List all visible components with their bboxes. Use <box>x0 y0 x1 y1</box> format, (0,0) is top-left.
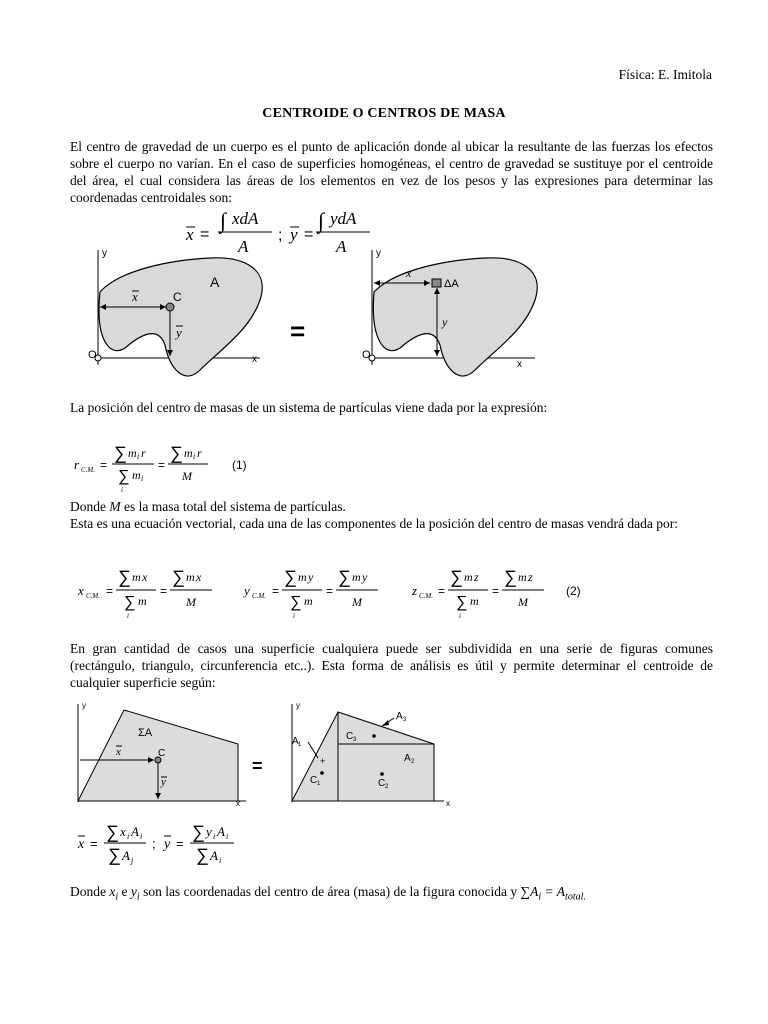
svg-text:M: M <box>182 469 192 483</box>
eq2-z <box>411 567 544 620</box>
svg-text:C: C <box>346 731 354 742</box>
svg-text:i: i <box>127 612 129 620</box>
svg-text:=: = <box>304 226 314 243</box>
svg-text:3: 3 <box>353 737 357 743</box>
axis-y-label-right: y <box>376 248 381 259</box>
svg-text:m: m <box>352 570 361 584</box>
svg-text:m: m <box>518 570 527 584</box>
svg-text:=: = <box>438 584 446 598</box>
svg-text:x: x <box>446 799 450 808</box>
svg-text:C: C <box>158 748 166 759</box>
svg-text:=: = <box>90 836 98 851</box>
mass-paragraph: Donde M es la masa total del sistema de partículas. <box>70 499 346 514</box>
svg-text:=: = <box>326 584 334 598</box>
footer-paragraph: Donde $x_i$ e $y_i$ son las coordenadas del centro de área (masa) de la figura conocida y $\sum A_i = A_{total.}$ <box>70 884 586 903</box>
eq2-y <box>242 567 378 620</box>
svg-text:C: C <box>378 778 386 789</box>
page-title: CENTROIDE O CENTROS DE MASA <box>262 106 506 121</box>
equation-1 <box>72 437 262 495</box>
y-numerator: ydA <box>330 209 357 228</box>
axis-x-label-right: x <box>517 359 522 370</box>
svg-text:3: 3 <box>403 717 407 723</box>
svg-text:x: x <box>236 799 240 808</box>
svg-text:A: A <box>210 848 218 863</box>
svg-text:C.M.: C.M. <box>419 592 433 600</box>
svg-text:x: x <box>120 824 126 839</box>
svg-text:i: i <box>293 612 295 620</box>
origin-label: O <box>88 349 97 361</box>
svg-text:2: 2 <box>385 784 389 790</box>
svg-text:=: = <box>272 584 280 598</box>
svg-text:A: A <box>404 753 411 764</box>
svg-text:∑: ∑ <box>170 443 183 463</box>
svg-text:m: m <box>138 594 147 608</box>
svg-text:m: m <box>184 446 193 460</box>
svg-text:∑: ∑ <box>108 845 121 865</box>
svg-text:y: y <box>82 701 86 710</box>
svg-text:r: r <box>141 446 146 460</box>
ybar-symbol: y <box>290 225 298 244</box>
equals-sign: = <box>290 316 306 346</box>
svg-text:m: m <box>132 570 141 584</box>
svg-text:∑: ∑ <box>196 845 209 865</box>
svg-text:∑: ∑ <box>504 567 517 587</box>
svg-text:y: y <box>308 570 314 584</box>
equation-2 <box>72 561 692 625</box>
origin-label-right: O <box>362 349 371 361</box>
integral-sign: ∫ <box>220 208 227 233</box>
svg-text:=: = <box>160 584 168 598</box>
svg-text:=: = <box>176 836 184 851</box>
area-label: A <box>210 274 220 290</box>
composite-centroid-formula <box>74 818 264 870</box>
formula-separator: ; <box>278 227 283 244</box>
x-denominator: A <box>238 237 249 256</box>
svg-text:i: i <box>127 832 130 841</box>
svg-text:2: 2 <box>411 759 415 765</box>
svg-text:i: i <box>219 856 222 865</box>
left-diagram <box>88 248 262 376</box>
x-numerator: xdA <box>232 209 259 228</box>
y-denominator: A <box>336 237 347 256</box>
svg-text:i: i <box>140 832 143 841</box>
svg-text:m: m <box>464 570 473 584</box>
header-author: Física: E. Imitola <box>618 67 712 82</box>
svg-text:y: y <box>206 824 212 839</box>
svg-text:y: y <box>296 701 300 710</box>
svg-text:M: M <box>186 595 196 609</box>
svg-text:x: x <box>78 583 84 598</box>
svg-text:y: y <box>362 570 368 584</box>
svg-text:A: A <box>122 848 130 863</box>
centroid-label: C <box>173 290 182 304</box>
svg-text:m: m <box>298 570 307 584</box>
svg-text:∑: ∑ <box>118 567 131 587</box>
svg-text:∑: ∑ <box>172 567 185 587</box>
svg-text:C.M.: C.M. <box>86 592 100 600</box>
svg-text:A: A <box>396 711 403 722</box>
svg-text:x: x <box>116 746 121 758</box>
svg-text:i: i <box>213 832 216 841</box>
svg-text:i: i <box>137 452 140 461</box>
svg-text:∑: ∑ <box>450 567 463 587</box>
equals-sign-2: = <box>252 756 263 776</box>
svg-text:∑: ∑ <box>106 822 119 842</box>
svg-text:m: m <box>470 594 479 608</box>
intro-paragraph: El centro de gravedad de un cuerpo es el punto de aplicación donde al ubicar la resultante de las fuerzas los efectos sobre el cuerpo no varían. En el caso de superficies homogéneas, el centro de gravedad se sustituye por el centroide del área, el cual considera las áreas de los elementos en vez de los pesos y las expresiones para determinar las coordenadas centroidales son: <box>70 139 713 205</box>
axis-y-label: y <box>102 248 107 259</box>
particles-paragraph: La posición del centro de masas de un sistema de partículas viene dada por la expresión: <box>70 400 548 415</box>
svg-text:m: m <box>186 570 195 584</box>
svg-text:y: y <box>161 776 166 788</box>
svg-text:x: x <box>196 570 202 584</box>
svg-text:A: A <box>131 824 139 839</box>
x-label-right: x <box>406 266 412 280</box>
svg-text:M: M <box>352 595 362 609</box>
element-label: ΔA <box>444 278 459 290</box>
svg-text:C: C <box>310 775 318 786</box>
svg-text:x: x <box>78 837 85 852</box>
eq2-x <box>77 567 212 620</box>
svg-text:A: A <box>292 736 299 747</box>
svg-text:r: r <box>197 446 202 460</box>
svg-text:i: i <box>141 474 144 483</box>
svg-text:∑: ∑ <box>114 443 127 463</box>
svg-text:i: i <box>226 832 229 841</box>
svg-text:A: A <box>217 824 225 839</box>
svg-text:z: z <box>528 570 533 584</box>
ybar-label: y <box>176 325 182 340</box>
left-composite <box>78 701 246 808</box>
svg-text:m: m <box>128 446 137 460</box>
svg-text:z: z <box>412 583 418 598</box>
svg-text:i: i <box>193 452 196 461</box>
svg-text:x: x <box>142 570 148 584</box>
svg-text:;: ; <box>152 836 156 851</box>
svg-text:∑: ∑ <box>284 567 297 587</box>
svg-text:∫: ∫ <box>318 208 325 233</box>
eq1-lhs: r <box>74 457 80 472</box>
svg-text:C.M.: C.M. <box>252 592 266 600</box>
figure-composite-area <box>66 698 466 810</box>
svg-text:=: = <box>106 584 114 598</box>
svg-text:m: m <box>304 594 313 608</box>
svg-text:∑: ∑ <box>290 594 302 611</box>
sum-area-label: ΣA <box>138 727 153 739</box>
axis-x-label: x <box>252 354 257 365</box>
svg-text:y: y <box>244 583 250 598</box>
subdivision-paragraph: En gran cantidad de casos una superficie cualquiera puede ser subdividida en una serie de figuras comunes (rectángulo, triangulo, circunferencia etc..). Esta forma de análisis es útil y permite determinar el centroide de cualquier superficie según: <box>70 641 713 690</box>
svg-text:∑: ∑ <box>338 567 351 587</box>
svg-text:∑: ∑ <box>456 594 468 611</box>
area-element <box>432 279 441 287</box>
eq2-tag: (2) <box>566 584 581 598</box>
svg-text:∑: ∑ <box>118 468 130 485</box>
svg-text:i: i <box>121 486 123 494</box>
svg-text:i: i <box>459 612 461 620</box>
eq1-tag: (1) <box>232 458 247 472</box>
svg-text:+: + <box>320 756 326 766</box>
svg-text:1: 1 <box>298 742 302 748</box>
svg-text:j: j <box>131 856 134 865</box>
svg-text:=: = <box>100 458 108 472</box>
right-composite <box>292 701 450 808</box>
svg-text:m: m <box>132 468 141 482</box>
y-label-right: y <box>442 315 448 329</box>
svg-text:=: = <box>158 458 166 472</box>
svg-text:y: y <box>164 837 171 852</box>
figure-centroid-area <box>80 240 550 390</box>
svg-text:z: z <box>474 570 479 584</box>
eq1-sub: C.M. <box>81 466 95 474</box>
right-diagram <box>362 248 537 376</box>
svg-text:=: = <box>200 226 210 243</box>
svg-text:1: 1 <box>317 781 321 787</box>
svg-text:∑: ∑ <box>124 594 136 611</box>
svg-text:M: M <box>518 595 528 609</box>
svg-text:∑: ∑ <box>192 822 205 842</box>
xbar-symbol: x <box>186 225 194 244</box>
vector-paragraph: Esta es una ecuación vectorial, cada una de las componentes de la posición del centro de masas vendrá dada por: <box>70 516 679 531</box>
svg-text:=: = <box>492 584 500 598</box>
xbar-label: x <box>132 289 138 304</box>
